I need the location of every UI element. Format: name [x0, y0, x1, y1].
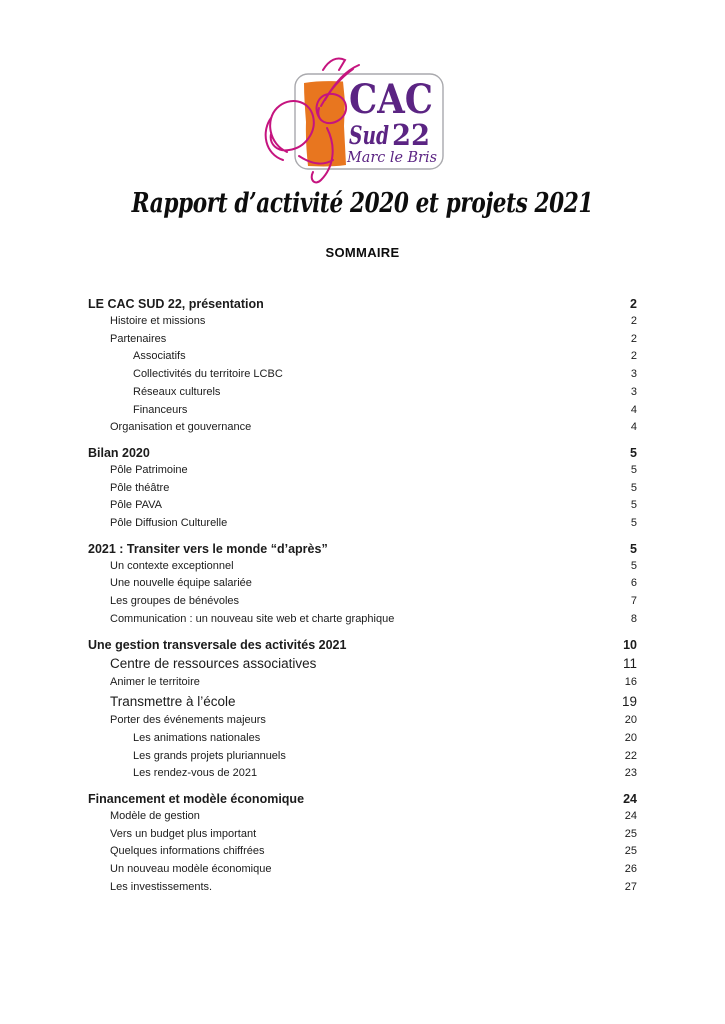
toc-entry [88, 712, 637, 730]
toc-entry-label: Collectivités du territoire LCBC [133, 368, 283, 381]
toc-entry-label: Modèle de gestion [110, 810, 200, 823]
toc-entry-label: Une nouvelle équipe salariée [110, 577, 252, 590]
toc-entry-page: 24 [623, 792, 637, 807]
toc [88, 295, 637, 897]
toc-entry-label: Animer le territoire [110, 676, 200, 689]
toc-entry-page: 4 [630, 421, 637, 434]
toc-entry [88, 593, 637, 611]
logo-text-signature: Marc le Bris [346, 148, 438, 166]
toc-entry [88, 558, 637, 576]
toc-entry [88, 313, 637, 331]
toc-entry-label: Pôle Patrimoine [110, 463, 188, 476]
toc-entry-label: Pôle PAVA [110, 499, 162, 512]
toc-entry-page: 27 [624, 880, 637, 893]
toc-entry-page: 3 [630, 368, 637, 381]
toc-entry [88, 826, 637, 844]
toc-entry-label: LE CAC SUD 22, présentation [88, 297, 264, 311]
toc-entry-page: 19 [621, 693, 637, 709]
toc-entry-page: 5 [630, 517, 637, 530]
toc-entry-label: Réseaux culturels [133, 385, 221, 398]
toc-entry-page: 3 [630, 385, 637, 398]
toc-entry-label: Une gestion transversale des activités 2021 [88, 637, 347, 652]
toc-entry-page: 4 [630, 403, 637, 416]
logo-text-cac: CAC [349, 76, 433, 123]
toc-entry [88, 515, 637, 533]
toc-entry-label: Les animations nationales [133, 731, 261, 744]
toc-entry [88, 462, 637, 480]
summary-heading: SOMMAIRE [325, 245, 400, 260]
toc-entry-page: 2 [630, 350, 637, 363]
toc-entry-label: Les grands projets pluriannuels [133, 749, 286, 762]
toc-entry-label: Bilan 2020 [88, 445, 150, 460]
toc-entry-label: Porter des événements majeurs [110, 714, 266, 727]
toc-entry [88, 419, 637, 437]
toc-entry-page: 2 [630, 297, 637, 311]
toc-entry [88, 366, 637, 384]
toc-entry-page: 6 [630, 577, 637, 590]
toc-entry [88, 748, 637, 766]
toc-entry [88, 384, 637, 402]
toc-entry-page: 10 [623, 637, 637, 652]
toc-entry-label: Organisation et gouvernance [110, 421, 252, 434]
toc-entry-label: Un contexte exceptionnel [110, 559, 234, 572]
logo-graphic [263, 56, 460, 196]
toc-entry-page: 5 [630, 541, 637, 556]
toc-entry-label: Financeurs [133, 403, 188, 416]
toc-section-header [88, 444, 637, 462]
toc-entry-label: Les rendez-vous de 2021 [133, 767, 258, 780]
toc-entry-page: 2 [630, 332, 637, 345]
toc-entry-page: 25 [624, 845, 637, 858]
toc-entry [88, 480, 637, 498]
toc-section-header [88, 636, 637, 654]
toc-entry-page: 5 [630, 445, 637, 460]
toc-entry [88, 730, 637, 748]
toc-entry-page: 24 [624, 810, 637, 823]
toc-entry-label: Les investissements. [110, 880, 213, 893]
toc-entry [88, 575, 637, 593]
toc-entry-page: 20 [624, 714, 637, 727]
toc-entry-page: 5 [630, 463, 637, 476]
toc-entry-label: Les groupes de bénévoles [110, 595, 240, 608]
toc-entry-label: Vers un budget plus important [110, 827, 257, 840]
toc-entry-page: 5 [630, 481, 637, 494]
logo-text-22: 22 [392, 118, 430, 152]
toc-section-header [88, 790, 637, 808]
toc-entry-page: 22 [624, 749, 637, 762]
toc-entry [88, 331, 637, 349]
toc-section-header [88, 295, 637, 313]
toc-entry-page: 11 [622, 655, 637, 671]
toc-entry-label: Pôle théâtre [110, 481, 170, 494]
toc-entry-label: Associatifs [133, 350, 186, 363]
toc-entry-page: 5 [630, 499, 637, 512]
toc-entry [88, 692, 637, 713]
toc-entry-label: Communication : un nouveau site web et charte graphique [110, 612, 395, 625]
toc-entry-label: 2021 : Transiter vers le monde “d’après” [88, 541, 328, 556]
toc-entry-page: 8 [630, 612, 637, 625]
toc-entry-label: Partenaires [110, 332, 167, 345]
toc-entry-page: 2 [630, 315, 637, 327]
document-title [0, 188, 725, 219]
toc-entry-label: Pôle Diffusion Culturelle [110, 517, 228, 530]
toc-entry-label: Financement et modèle économique [88, 792, 305, 807]
logo-text-sud: Sud [349, 121, 389, 150]
toc-entry [88, 765, 637, 783]
toc-entry [88, 497, 637, 515]
toc-entry [88, 674, 637, 692]
toc-entry [88, 611, 637, 629]
toc-entry [88, 843, 637, 861]
toc-entry [88, 654, 637, 675]
toc-entry-label: Histoire et missions [110, 315, 206, 327]
toc-section-header [88, 540, 637, 558]
toc-entry-page: 26 [624, 863, 637, 876]
toc-entry-label: Centre de ressources associatives [110, 655, 317, 671]
toc-entry-page: 5 [630, 559, 637, 572]
toc-entry-label: Un nouveau modèle économique [110, 863, 272, 876]
toc-entry [88, 879, 637, 897]
toc-entry-page: 7 [630, 595, 637, 608]
toc-entry [88, 861, 637, 879]
toc-entry-page: 16 [624, 676, 637, 689]
toc-entry [88, 348, 637, 366]
toc-entry-page: 20 [624, 731, 637, 744]
toc-entry-label: Transmettre à l’école [110, 693, 236, 709]
toc-entry-page: 25 [624, 827, 637, 840]
cac-sud-22-logo [263, 56, 460, 196]
toc-entry [88, 402, 637, 420]
document-title-text: Rapport d’activité 2020 et projets 2021 [131, 188, 594, 219]
toc-entry [88, 808, 637, 826]
toc-entry-page: 23 [624, 767, 637, 780]
toc-entry-label: Quelques informations chiffrées [110, 845, 265, 858]
